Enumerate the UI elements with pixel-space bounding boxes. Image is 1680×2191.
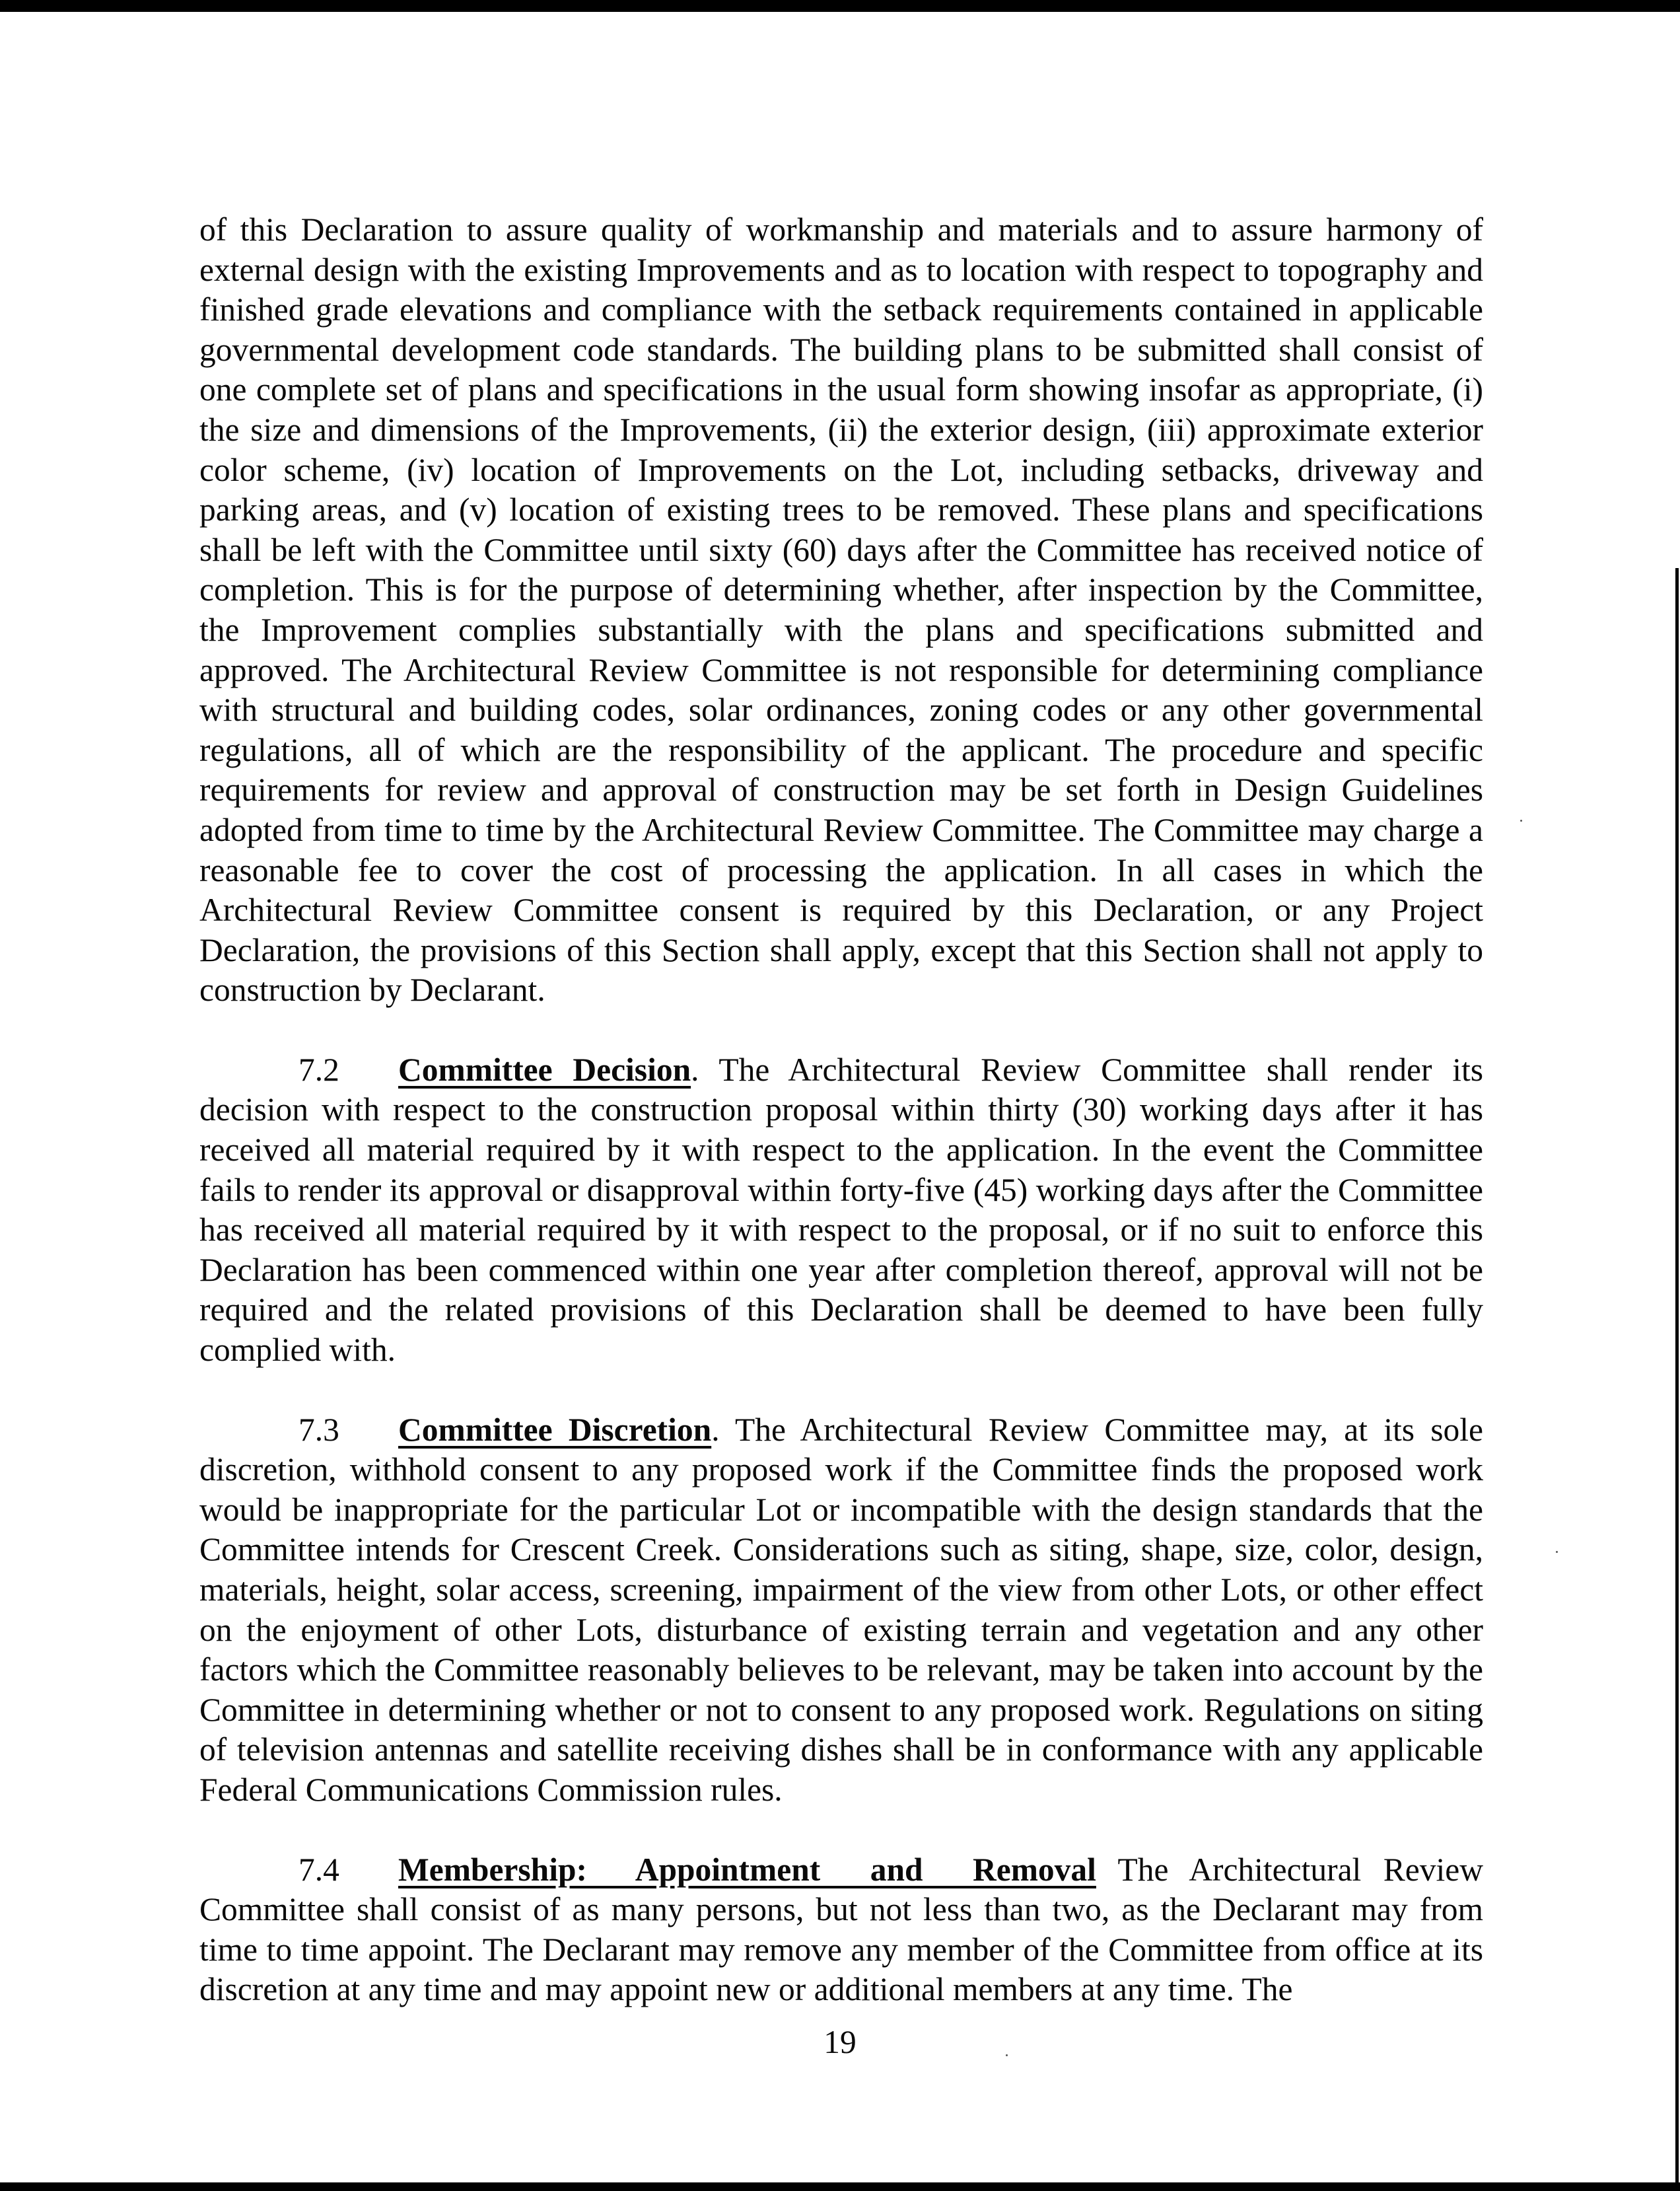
document-page <box>199 210 1483 2010</box>
section-7-3 <box>199 1410 1483 1811</box>
continuation-paragraph: of this Declaration to assure quality of workmanship and materials and to assure harmony of external design with the existing Improvements and as to location with respect to topography and finished grade elevations and compliance with the setback requirements contained in applicable governmental development code standards. The building plans to be submitted shall consist of one complete set of plans and specifications in the usual form showing insofar as appropriate, (i) the size and dimensions of the Improvements, (ii) the exterior design, (iii) approximate exterior color scheme, (iv) location of Improvements on the Lot, including setbacks, driveway and parking areas, and (v) location of existing trees to be removed. These plans and specifications shall be left with the Committee until sixty (60) days after the Committee has received notice of completion. This is for the purpose of determining whether, after inspection by the Committee, the Improvement complies substantially with the plans and specifications submitted and approved. The Architectural Review Committee is not responsible for determining compliance with structural and building codes, solar ordinances, zoning codes or any other governmental regulations, all of which are the responsibility of the applicant. The procedure and specific requirements for review and approval of construction may be set forth in Design Guidelines adopted from time to time by the Architectural Review Committee. The Committee may charge a reasonable fee to cover the cost of processing the application. In all cases in which the Architectural Review Committee consent is required by this Declaration, or any Project Declaration, the provisions of this Section shall apply, except that this Section shall not apply to construction by Declarant. <box>199 211 1483 1009</box>
section-number: 7.4 <box>298 1851 339 1888</box>
scan-border-right <box>1675 568 1679 2186</box>
section-body: The Architectural Review Committee may, at its sole discretion, withhold consent to any proposed work if the Committee finds the proposed work would be inappropriate for the particular Lot or incompatible with the design standards that the Committee intends for Crescent Creek. Considerations such as siting, shape, size, color, design, materials, height, solar access, screening, impairment of the view from other Lots, or other effect on the enjoyment of other Lots, disturbance of existing terrain and vegetation and any other factors which the Committee reasonably believes to be relevant, may be taken into account by the Committee in determining whether or not to consent to any proposed work. Regulations on siting of television antennas and satellite receiving dishes shall be in conformance with any applicable Federal Communications Commission rules. <box>199 1411 1483 1808</box>
section-heading: Committee Decision <box>398 1051 691 1088</box>
section-heading-punct: . <box>691 1051 699 1088</box>
section-heading: Committee Discretion <box>398 1411 712 1448</box>
scan-speck <box>1556 1551 1558 1553</box>
section-number: 7.2 <box>298 1051 339 1088</box>
section-heading: Membership: Appointment and Removal <box>398 1851 1096 1888</box>
scan-border-bottom <box>0 2182 1680 2191</box>
section-7-2 <box>199 1050 1483 1371</box>
section-body: The Architectural Review Committee shall render its decision with respect to the construction proposal within thirty (30) working days after it has received all material required by it with respect to the application. In the event the Committee fails to render its approval or disapproval within forty-five (45) working days after the Committee has received all material required by it with respect to the proposal, or if no suit to enforce this Declaration has been commenced within one year after completion thereof, approval will not be required and the related provisions of this Declaration shall be deemed to have been fully complied with. <box>199 1051 1483 1369</box>
section-7-4 <box>199 1850 1483 2010</box>
scan-speck <box>1520 820 1522 822</box>
section-heading-punct: . <box>711 1411 720 1448</box>
scan-border-top <box>0 0 1680 12</box>
page-number: 19 <box>823 2024 857 2060</box>
section-number: 7.3 <box>298 1411 339 1448</box>
section-body: The Architectural Review Committee shall consist of as many persons, but not less than two, as the Declarant may from time to time appoint. The Declarant may remove any member of the Committee from office at its discretion at any time and may appoint new or additional members at any time. The <box>199 1851 1483 2008</box>
